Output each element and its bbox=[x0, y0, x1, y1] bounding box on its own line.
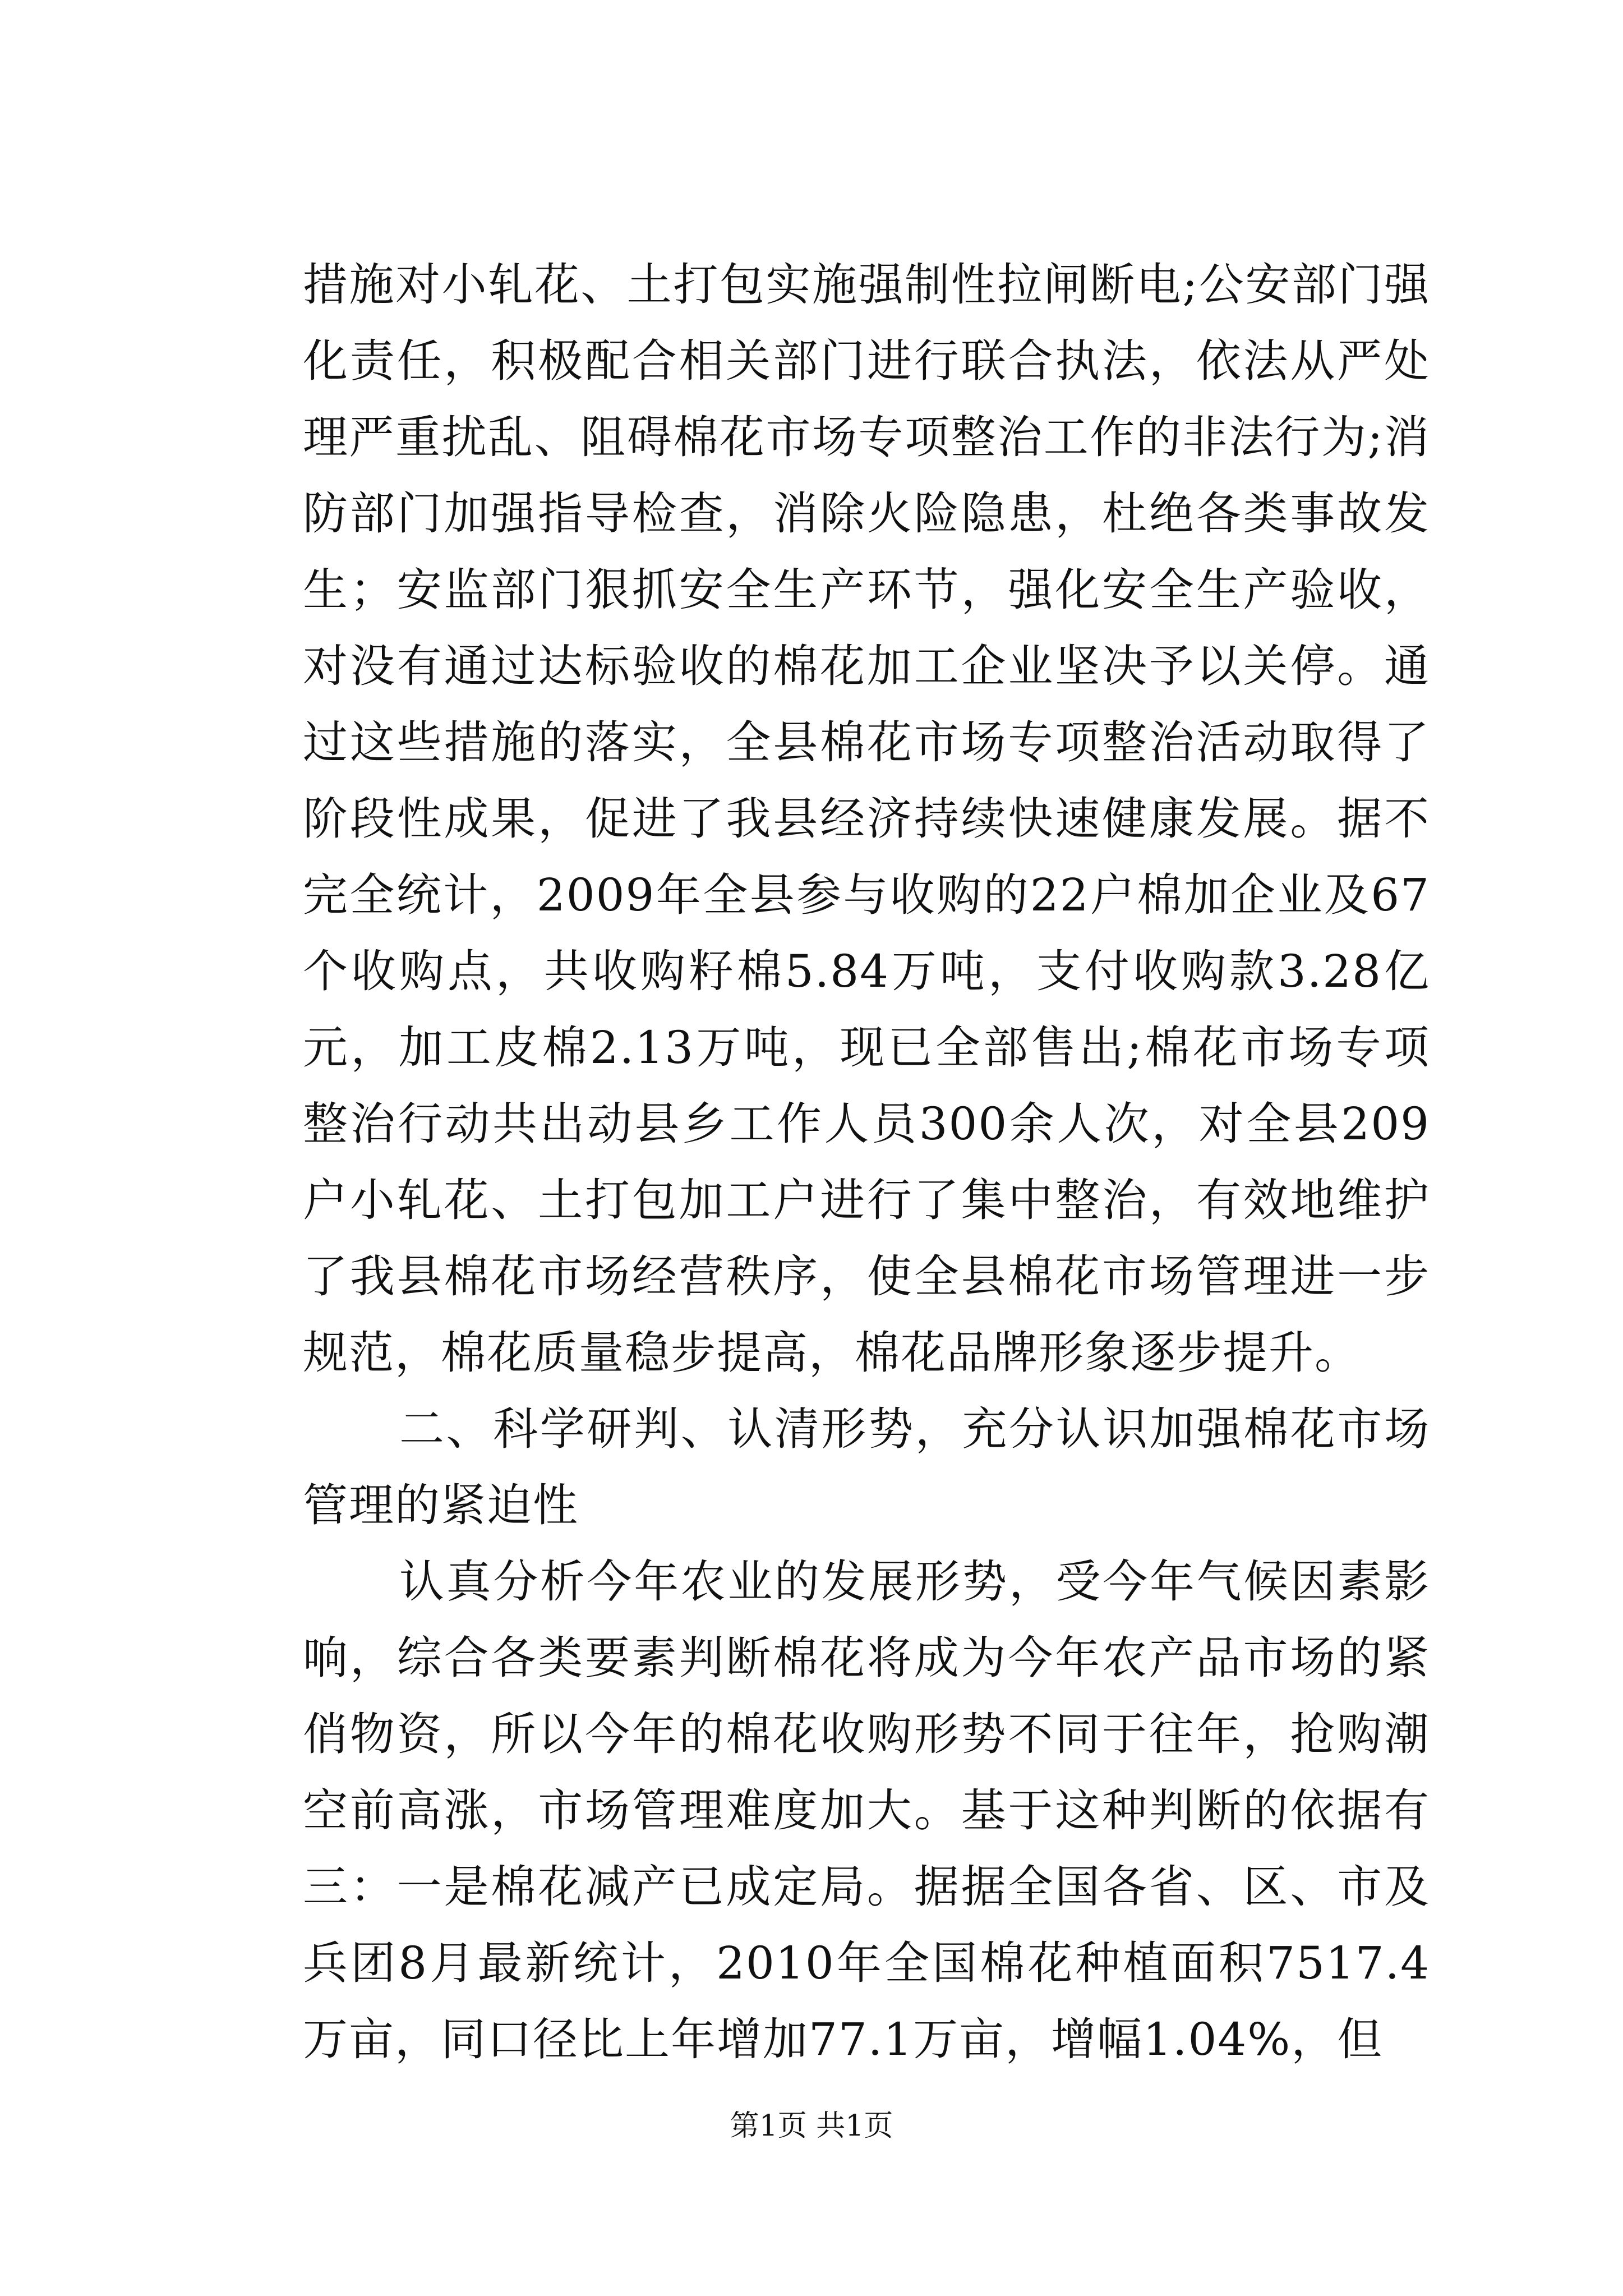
section-heading-two: 二、科学研判、认清形势，充分认识加强棉花市场管理的紧迫性 bbox=[303, 1403, 1430, 1531]
paragraph-measures: 措施对小轧花、土打包实施强制性拉闸断电;公安部门强化责任，积极配合相关部门进行联合执法，依法从严处理严重扰乱、阻碍棉花市场专项整治工作的非法行为;消防部门加强指导检查，消除火险隐患，杜绝各类事故发生；安监部门狠抓安全生产环节，强化安全生产验收，对没有通过达标验收的棉花加工企业坚决予以关停。通过这些措施的落实，全县棉花市场专项整治活动取得了阶段性成果，促进了我县经济持续快速健康发展。据不完全统计，2009年全县参与收购的22户棉加企业及67个收购点，共收购籽棉5.84万吨，支付收购款3.28亿元，加工皮棉2.13万吨，现已全部售出;棉花市场专项整治行动共出动县乡工作人员300余人次，对全县209户小轧花、土打包加工户进行了集中整治，有效地维护了我县棉花市场经营秩序，使全县棉花市场管理进一步规范，棉花质量稳步提高，棉花品牌形象逐步提升。 bbox=[303, 259, 1430, 1379]
paragraph-analysis: 认真分析今年农业的发展形势，受今年气候因素影响，综合各类要素判断棉花将成为今年农产品市场的紧俏物资，所以今年的棉花收购形势不同于往年，抢购潮空前高涨，市场管理难度加大。基于这种判断的依据有三：一是棉花减产已成定局。据据全国各省、区、市及兵团8月最新统计，2010年全国棉花种植面积7517.4万亩，同口径比上年增加77.1万亩，增幅1.04%，但 bbox=[303, 1556, 1430, 2065]
document-body bbox=[303, 247, 1430, 2078]
page-number-footer: 第1页 共1页 bbox=[730, 2109, 893, 2143]
